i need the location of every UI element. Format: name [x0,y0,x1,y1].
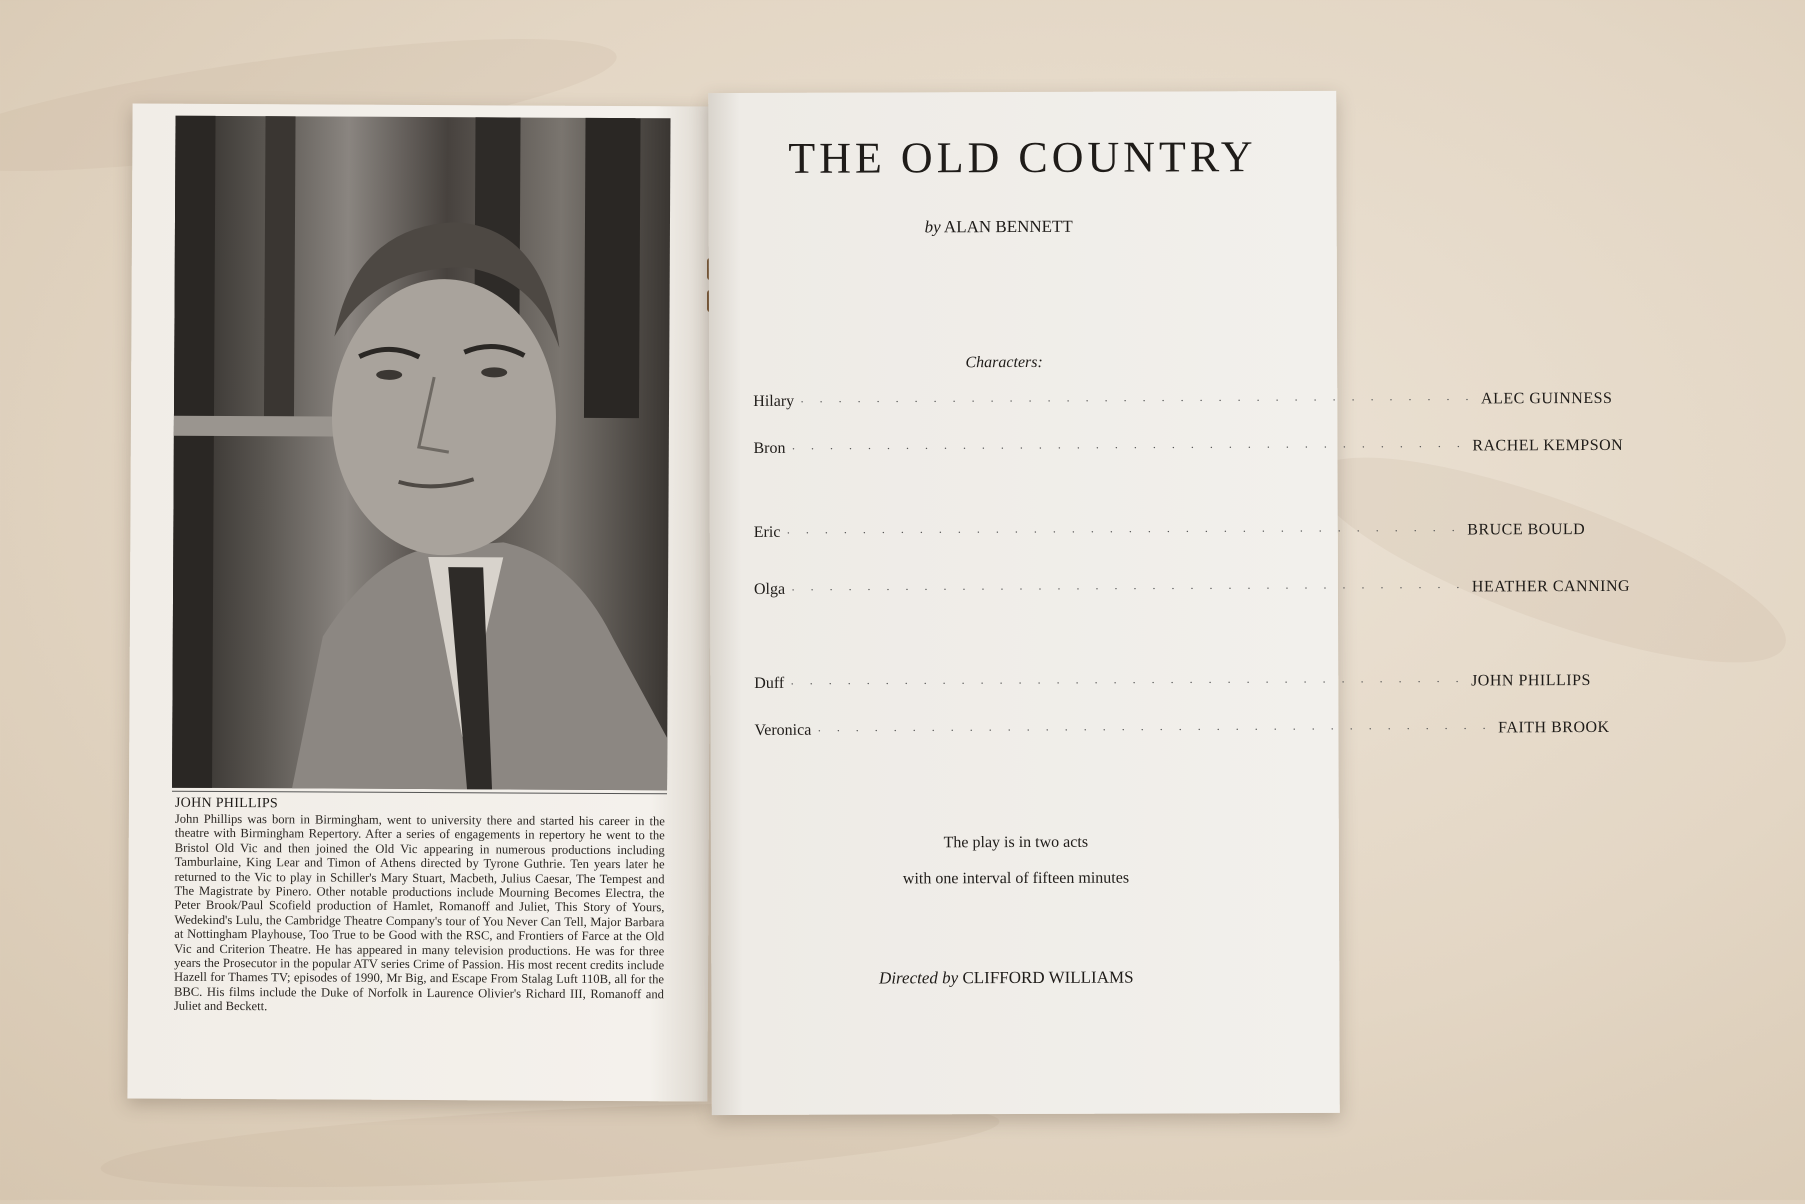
characters-heading: Characters: [965,353,1043,372]
cast-role: Duff [754,674,785,692]
cast-actor: RACHEL KEMPSON [1472,436,1624,455]
leader-dots: · · · · · · · · · · · · · · · · · · · · · · · · · · · · · · · · · · · · [791,580,1466,597]
cast-role: Bron [753,439,786,457]
caption-divider [172,791,667,795]
director-credit [711,967,1301,989]
cast-row [754,672,1591,699]
leader-dots: · · · · · · · · · · · · · · · · · · · · · · · · · · · · · · · · · · · · [791,439,1467,456]
leader-dots: · · · · · · · · · · · · · · · · · · · · · · · · · · · · · · · · · · · · [790,674,1466,691]
bio-name: JOHN PHILLIPS [174,795,279,812]
right-page [708,91,1631,1115]
interval-note: with one interval of fifteen minutes [902,869,1130,888]
cast-role: Hilary [753,392,795,410]
cast-actor: ALEC GUINNESS [1480,389,1613,408]
cast-actor: JOHN PHILLIPS [1471,672,1591,690]
leader-dots: · · · · · · · · · · · · · · · · · · · · · · · · · · · · · · · · · · · · [786,523,1462,540]
portrait-photo [172,116,671,791]
acts-note: The play is in two acts [943,833,1089,852]
marble-texture [1295,418,1805,702]
cast-row [754,718,1610,746]
author-name: ALAN BENNETT [943,216,1073,237]
cast-actor: HEATHER CANNING [1471,577,1631,596]
cast-role: Eric [753,523,781,541]
cast-role: Olga [753,580,786,598]
play-title: THE OLD COUNTRY [788,132,1257,183]
left-page [127,103,712,1101]
director-name: CLIFFORD WILLIAMS [962,967,1134,988]
cast-row [753,436,1624,464]
bio-text: John Phillips was born in Birmingham, went to university there and started his career in the theatre with Birmingham Repertory. After a series of engagements in repertory he went to the Bristol Old Vic and then joined the Old Vic appearing in numerous productions including Tamburlaine, King Lear and Timon of Athens directed by Tyrone Guthrie. Ten years later he returned to the Vic to play in Schiller's Mary Stuart, Macbeth, Julius Caesar, The Tempest and The Magistrate by Pinero. Other notable productions include Mourning Becomes Electra, the Peter Brook/Paul Scofield production of Hamlet, Romanoff and Juliet, This Story of Yours, Wedekind's Lulu, the Cambridge Theatre Company's tour of You Never Can Tell, Major Barbara at Nottingham Playhouse, Too True to be Good with the RSC, and Frontiers of Farce at the Old Vic and Criterion Theatre. He has appeared in many television productions. He was for three years the Prosecutor in the popular ATV series Crime of Passion. His most recent credits include Hazell for Thames TV; episodes of 1990, Mr Big, and Escape From Stalag Luft 110B, all for the BBC. His films include the Duke of Norfolk in Laurence Olivier's Richard III, Romanoff and Juliet and Beckett. [173,811,665,1014]
cast-role: Veronica [754,721,812,739]
cast-row [753,521,1586,548]
cast-actor: BRUCE BOULD [1467,521,1586,539]
cast-row [753,577,1631,605]
leader-dots: · · · · · · · · · · · · · · · · · · · · · · · · · · · · · · · · · · · · [817,721,1493,738]
cast-row [753,389,1613,417]
byline-prefix: by [924,217,941,237]
director-prefix: Directed by [879,968,959,988]
cast-actor: FAITH BROOK [1498,718,1610,737]
leader-dots: · · · · · · · · · · · · · · · · · · · · · · · · · · · · · · · · · · · · [800,392,1476,409]
byline [709,216,1289,238]
portrait-illustration [172,116,671,791]
